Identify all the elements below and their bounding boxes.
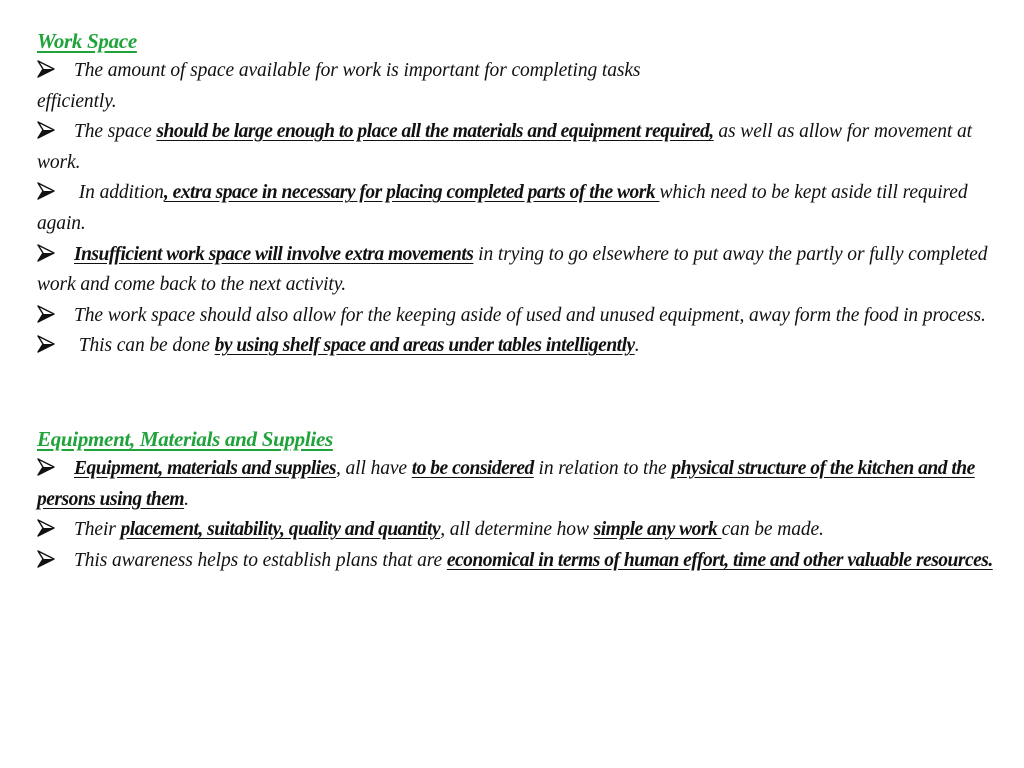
body-text: The space — [74, 121, 157, 143]
body-text: efficiently. — [37, 90, 117, 112]
emphasized-text: physical structure of the kitchen and the persons using them — [37, 458, 975, 510]
body-text: . — [634, 335, 640, 357]
body-text: In addition — [74, 182, 164, 204]
emphasized-text: Insufficient work space will involve extra movements — [74, 243, 474, 265]
emphasized-text: simple any work — [593, 519, 722, 541]
body-text: This awareness helps to establish plans that are — [74, 549, 447, 571]
section-work-space — [37, 26, 997, 362]
body-text: The amount of space available for work is important for completing tasks — [74, 60, 641, 81]
arrowhead-bullet-icon — [37, 182, 74, 200]
emphasized-text: to be considered — [411, 458, 534, 479]
arrowhead-bullet-icon — [37, 519, 74, 537]
bullet-item — [37, 56, 997, 117]
emphasized-text: , extra space in necessary for placing completed parts of the work — [163, 182, 660, 204]
emphasized-text: economical in terms of human effort, time and other valuable resources. — [446, 549, 993, 571]
bullet-item — [37, 117, 997, 178]
bullet-item — [37, 240, 997, 301]
body-text: which need to be kept aside till required again. — [37, 182, 968, 234]
arrowhead-bullet-icon — [37, 244, 74, 262]
body-text: . — [184, 488, 189, 510]
bullet-item — [37, 301, 997, 332]
body-text: can be made. — [721, 519, 824, 541]
body-text: Their — [74, 519, 121, 541]
section-equipment-materials-supplies — [37, 424, 997, 576]
emphasized-text: placement, suitability, quality and quantity — [120, 519, 441, 541]
section-heading: Equipment, Materials and Supplies — [37, 427, 333, 451]
body-text: , all determine how — [440, 519, 594, 541]
body-text: The work space should also allow for the keeping aside of used and unused equipment, away form the food in process. — [74, 304, 986, 326]
emphasized-text: should be large enough to place all the materials and equipment required, — [156, 121, 714, 143]
bullet-item — [37, 454, 997, 515]
arrowhead-bullet-icon — [37, 550, 74, 568]
bullet-item — [37, 546, 997, 577]
arrowhead-bullet-icon — [37, 305, 74, 323]
arrowhead-bullet-icon — [37, 335, 74, 353]
emphasized-text: by using shelf space and areas under tables intelligently — [214, 335, 635, 357]
section-heading: Work Space — [37, 29, 137, 53]
bullet-item — [37, 178, 997, 239]
body-text: in relation to the — [533, 458, 672, 479]
body-text: as well as allow for movement at work. — [37, 121, 972, 173]
arrowhead-bullet-icon — [37, 458, 74, 476]
body-text: in trying to go elsewhere to put away the partly or fully completed work and come back to the next activity. — [37, 243, 988, 296]
bullet-list — [37, 56, 997, 362]
body-text: This can be done — [74, 335, 215, 357]
arrowhead-bullet-icon — [37, 121, 74, 139]
emphasized-text: Equipment, materials and supplies — [74, 458, 336, 479]
arrowhead-bullet-icon — [37, 60, 74, 78]
body-text: , all have — [335, 458, 412, 479]
bullet-item — [37, 515, 997, 546]
bullet-item — [37, 331, 997, 362]
bullet-list — [37, 454, 997, 576]
